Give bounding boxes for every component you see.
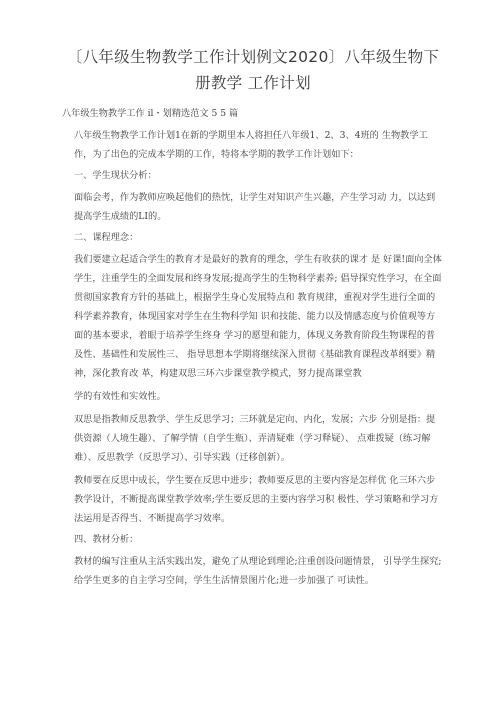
section-heading: 二、课程理念： [74,232,139,243]
document-subtitle: 八年级生物教学工作 il・划精选范文 5 5 篇 [62,108,239,119]
body-paragraph: 学的有效性和实效性。 [74,391,166,402]
document-page [62,44,444,594]
body-paragraph: 双思是指教师反思教学、学生反思学习；三环就是定向、内化，发展；六步 分别是指：提供资源（人境生趣）、了解学情（自学生瓶）、弄清疑难（学习释疑）、 点难拨疑（练习解难）、反思教学（反思学习）、引导实践（迁移创新）。 [74,414,436,463]
body-paragraph: 八年级生物教学工作计划1在新的学期里本人将担任八年级1、2、3、4班的 生物教学工作，为了出色的完成本学期的工作，特将本学期的教学工作计划如下： [74,130,428,160]
section-heading: 一、学生现状分析： [74,170,157,181]
body-paragraph: 教师要在反思中成长，学生要在反思中进步；教师要反思的主要内容是怎样优 化三环六步教学设计，不断提高课堂教学效率;学生要反思的主要内容学习积 极性、学习策略和学习方法运用是否得当、不断提高学习效率。 [74,475,439,524]
section-heading: 四、教材分析： [74,534,139,545]
document-title: 〔八年级生物教学工作计划例文2020〕八年级生物下册教学 工作计划 [66,48,440,92]
body-paragraph: 面临会考，作为教师应唤起他们的热忱，让学生对知识产生兴趣，产生学习动 力，以达到提高学生成绩的LI的。 [74,192,436,222]
body-paragraph: 我们要建立起适合学生的教育才是最好的教育的理念，学生有收获的课才 是 好课!面向全体学生，注重学生的全面发展和终身发展;提高学生的生物科学素养; 倡导探究性学习，在全面贯彻国家教育方针的基础上，根据学生身心发展特点和 教育规律，重视对学生进行全面的科学素养教育，体现国家对学生在生物科学知 识和技能、能力以及情感态度与价值观等方面的基本要求，着眼于培养学生终身 学习的愿望和能力，体现义务教育阶段生物课程的普及性、基础性和发展性三、 指导思想本学期将继续深入贯彻《基础教育课程改革纲要》精神，深化教育改 革，构建双思三环六步课堂教学模式，努力提高课堂教 [74,254,442,379]
document-body [62,126,444,590]
body-paragraph: 教材的编写注重从主活实践出发，避免了从理论到理论;注重创设问题情景， 引导学生探究;给学生更多的自主学习空间，学生生活情景图片化;进一步加强了 可读性。 [74,556,442,586]
